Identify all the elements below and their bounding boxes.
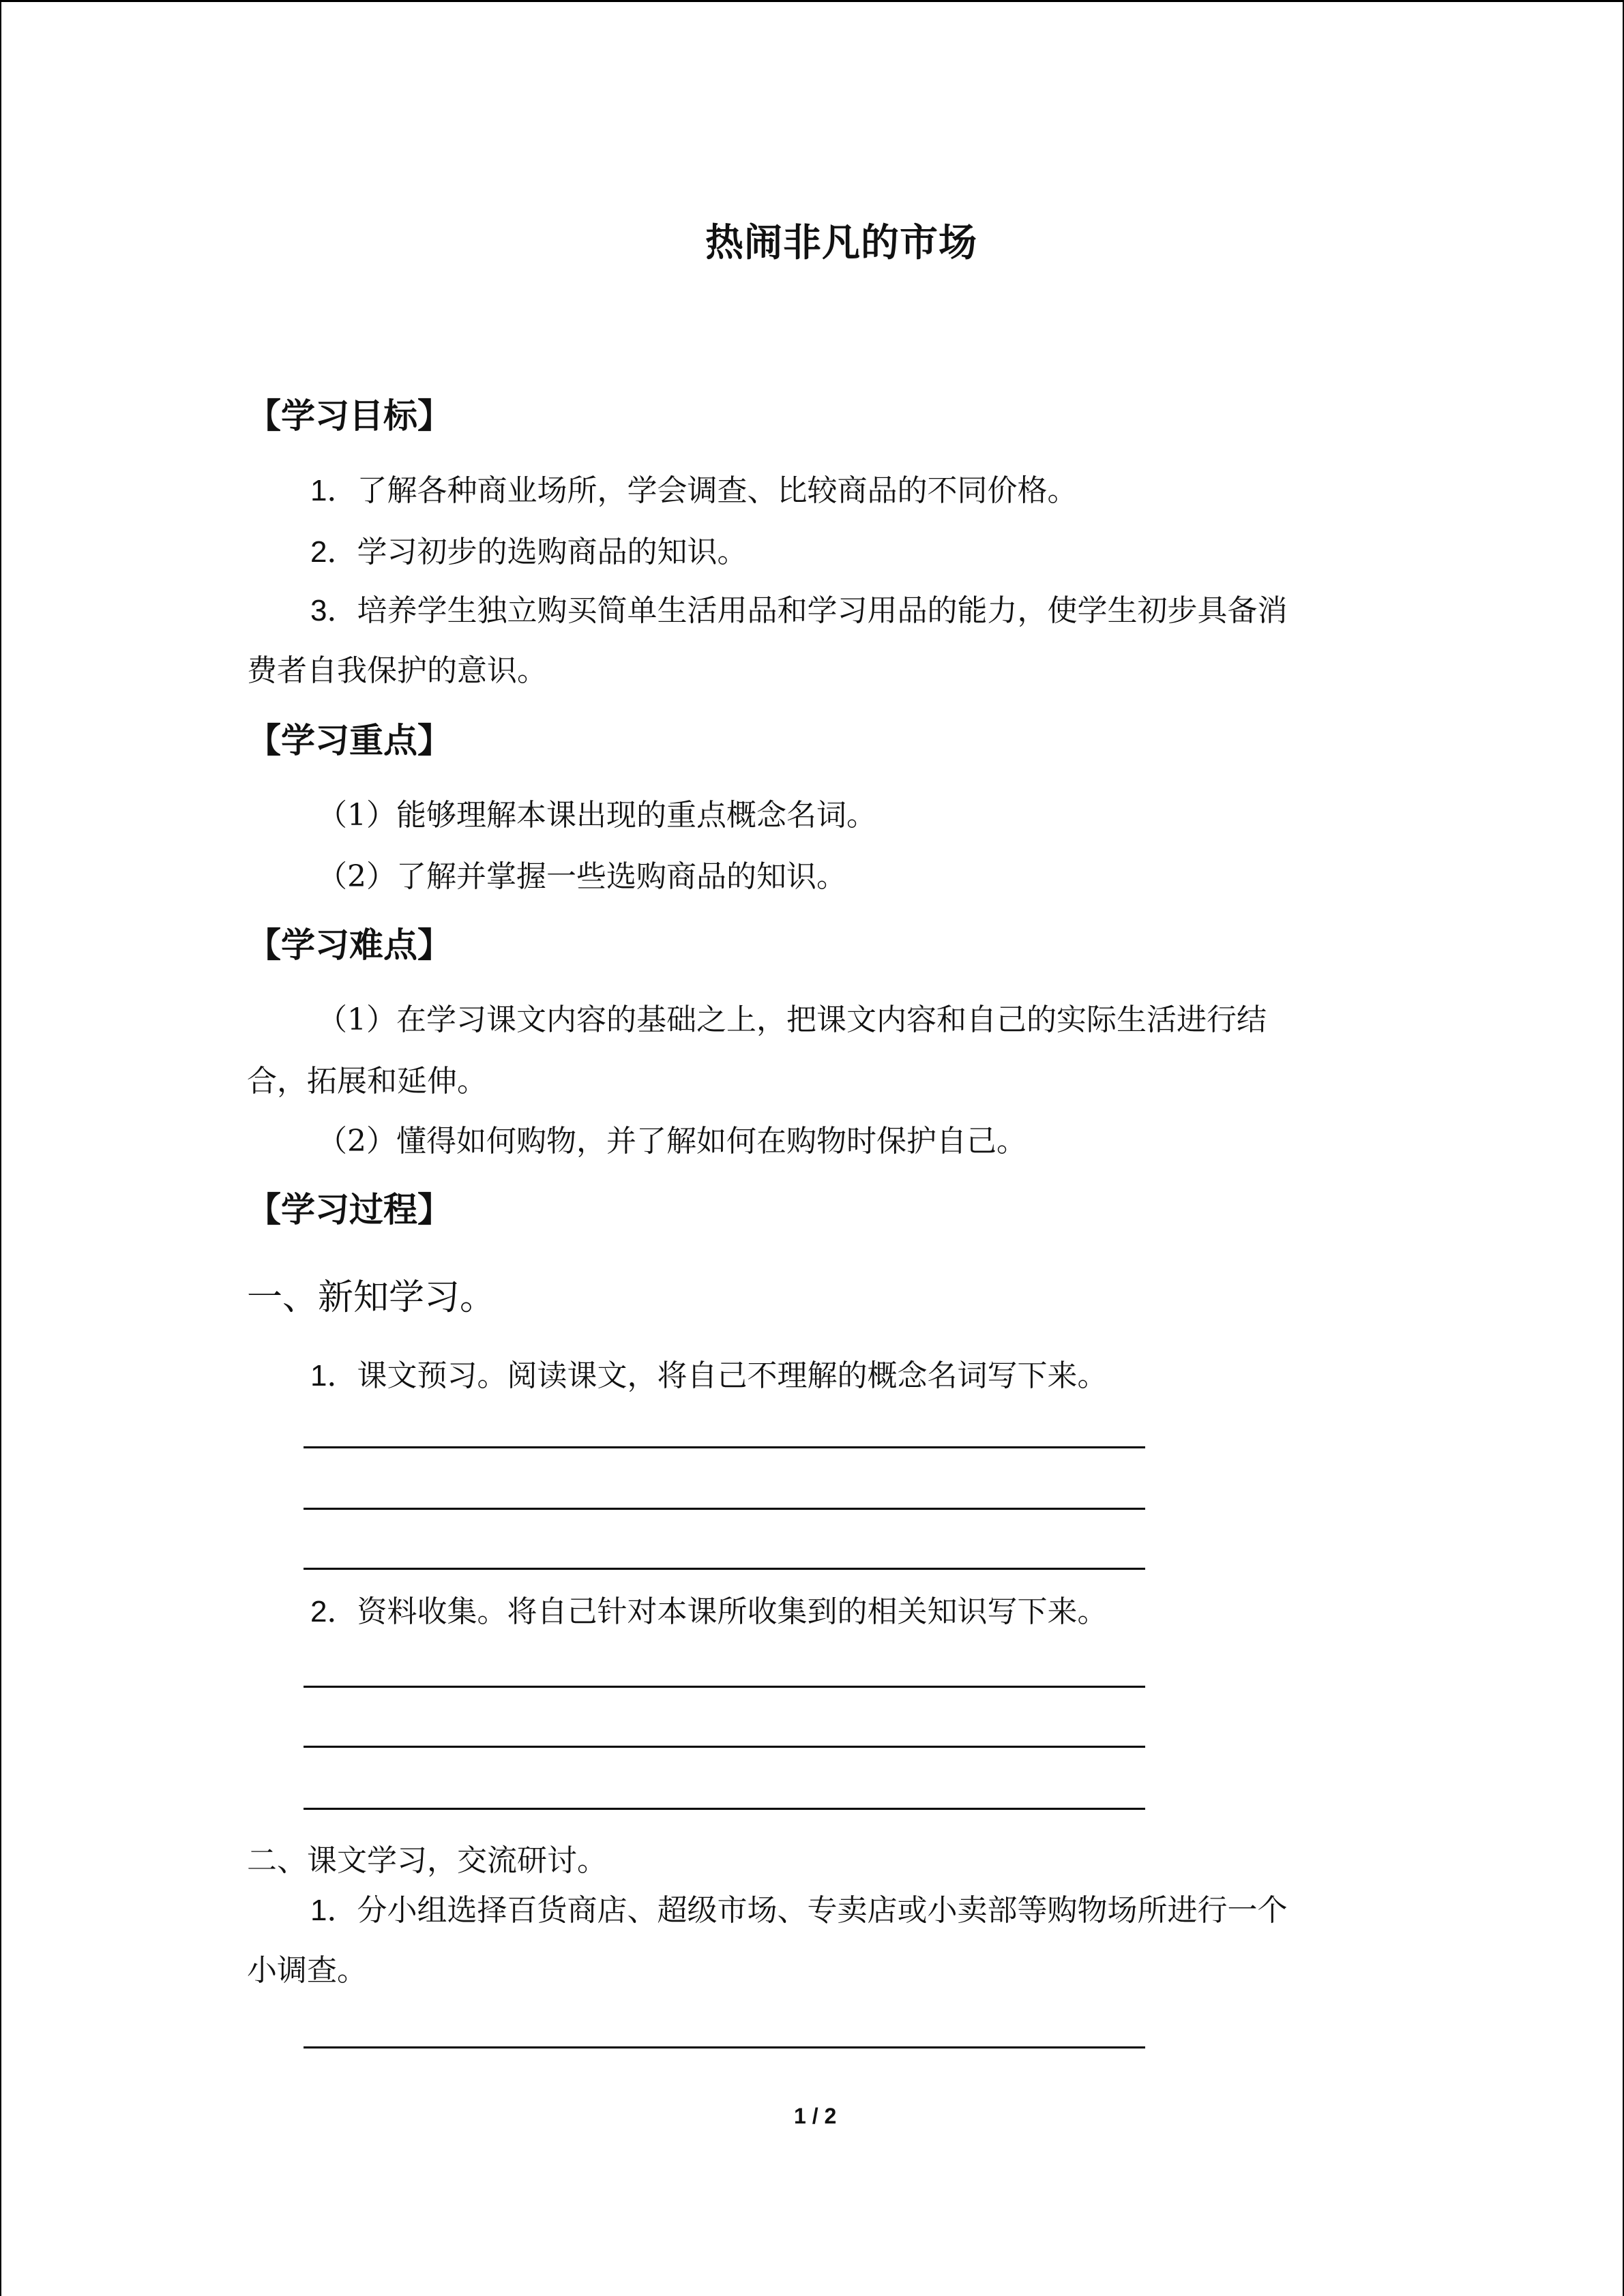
answer-line[interactable]: [304, 1746, 1145, 1748]
process-part1-item-1-text: 课文预习。阅读课文，将自己不理解的概念名词写下来。: [357, 1358, 1108, 1393]
answer-line[interactable]: [304, 1568, 1145, 1570]
goal-item-1-text: 了解各种商业场所，学会调查、比较商品的不同价格。: [357, 473, 1078, 508]
goal-item-2-number: 2．: [310, 535, 357, 569]
section-text-study: 二、课文学习，交流研讨。: [247, 1843, 607, 1878]
key-point-item-1: [317, 798, 876, 833]
process-part1-item-2-text: 资料收集。将自己针对本课所收集到的相关知识写下来。: [357, 1594, 1108, 1629]
difficulty-item-1-continuation: 合，拓展和延伸。: [247, 1064, 487, 1099]
page-number: 1 / 2: [794, 2104, 837, 2128]
difficulty-item-2-text: 懂得如何购物，并了解如何在购物时保护自己。: [396, 1124, 1027, 1159]
process-part1-item-1-number: 1．: [310, 1359, 357, 1392]
answer-line[interactable]: [304, 1808, 1145, 1810]
answer-line[interactable]: [304, 1686, 1145, 1688]
goal-item-1-number: 1．: [310, 474, 357, 507]
difficulty-item-1-number: （1）: [317, 1002, 396, 1037]
key-point-item-2: [317, 859, 846, 894]
goal-item-3-text: 培养学生独立购买简单生活用品和学习用品的能力，使学生初步具备消: [357, 593, 1288, 628]
goal-item-3: [310, 593, 1288, 628]
goal-item-2-text: 学习初步的选购商品的知识。: [357, 535, 748, 569]
process-part2-item-1-number: 1．: [310, 1894, 357, 1927]
key-points-heading: 【学习重点】: [247, 721, 452, 760]
goal-item-2: [310, 537, 747, 567]
key-point-item-1-number: （1）: [317, 798, 396, 833]
difficulty-item-2: [317, 1124, 1027, 1159]
process-heading: 【学习过程】: [247, 1190, 452, 1229]
section-new-knowledge: 一、新知学习。: [247, 1277, 496, 1318]
process-part1-item-2-number: 2．: [310, 1595, 357, 1628]
process-part2-item-1-text: 分小组选择百货商店、超级市场、专卖店或小卖部等购物场所进行一个: [357, 1893, 1288, 1928]
difficulty-item-2-number: （2）: [317, 1124, 396, 1159]
answer-line[interactable]: [304, 1508, 1145, 1510]
difficulty-item-1: [317, 1002, 1267, 1037]
process-part1-item-2: [310, 1594, 1108, 1629]
process-part1-item-1: [310, 1358, 1108, 1393]
answer-line[interactable]: [304, 2046, 1145, 2048]
key-point-item-2-text: 了解并掌握一些选购商品的知识。: [396, 859, 846, 894]
key-point-item-2-number: （2）: [317, 859, 396, 894]
goal-item-3-number: 3．: [310, 594, 357, 627]
difficulty-item-1-text: 在学习课文内容的基础之上，把课文内容和自己的实际生活进行结: [396, 1002, 1267, 1037]
goals-heading: 【学习目标】: [247, 396, 452, 436]
process-part2-item-1: [310, 1893, 1288, 1928]
answer-line[interactable]: [304, 1446, 1145, 1448]
process-part2-item-1-continuation: 小调查。: [247, 1953, 367, 1988]
goal-item-3-continuation: 费者自我保护的意识。: [247, 653, 547, 688]
goal-item-1: [310, 473, 1078, 508]
key-point-item-1-text: 能够理解本课出现的重点概念名词。: [396, 798, 876, 833]
difficulties-heading: 【学习难点】: [247, 925, 452, 965]
page-title: 热闹非凡的市场: [705, 221, 977, 265]
